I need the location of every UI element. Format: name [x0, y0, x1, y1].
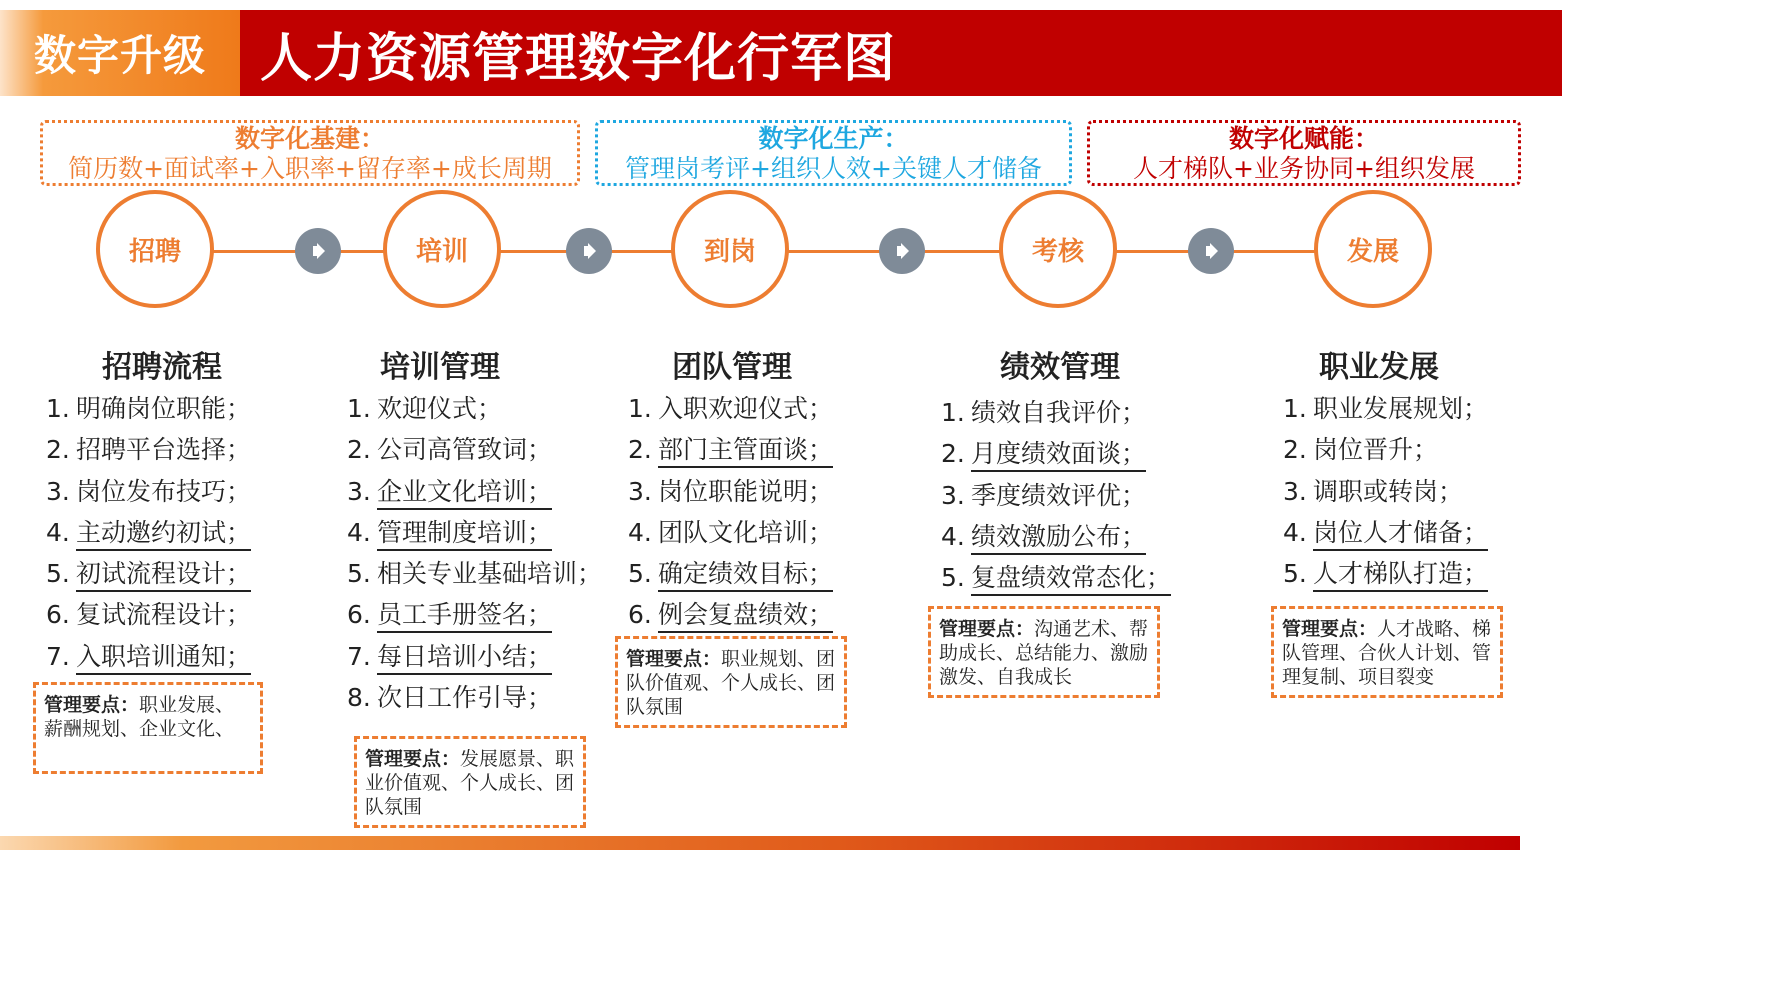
item-number: 3. [628, 476, 652, 506]
list-item [628, 512, 833, 553]
list-item [628, 388, 833, 429]
list-item [46, 512, 251, 553]
item-text: 明确岗位职能； [76, 394, 252, 423]
stage-box-production [595, 120, 1072, 186]
stage-box-empowerment [1087, 120, 1521, 186]
item-text: 岗位发布技巧； [76, 476, 252, 506]
item-text: 管理制度培训； [377, 517, 552, 551]
item-text: 岗位职能说明； [658, 476, 834, 506]
list-item [347, 388, 602, 429]
list-item [347, 512, 602, 553]
key-points-label: 管理要点： [939, 618, 1035, 640]
arrow-right-icon [566, 228, 612, 274]
header-tag [0, 10, 240, 96]
list-item [347, 471, 602, 512]
list-item [941, 516, 1171, 557]
stage-title: 数字化赋能： [1228, 124, 1379, 153]
item-number: 1. [941, 398, 965, 427]
item-text: 复试流程设计； [76, 600, 252, 630]
list-item [46, 553, 251, 594]
item-number: 7. [46, 641, 70, 671]
item-number: 5. [628, 559, 652, 589]
item-text: 每日培训小结； [377, 641, 552, 675]
item-number: 2. [347, 435, 371, 465]
item-number: 3. [941, 480, 965, 510]
item-number: 1. [347, 394, 371, 423]
item-number: 3. [347, 476, 371, 506]
item-number: 2. [1283, 435, 1307, 465]
flow-node-onboard [671, 190, 789, 308]
item-text: 绩效自我评价； [971, 398, 1147, 427]
key-points-label: 管理要点： [365, 748, 461, 770]
header-tag-text: 数字升级 [33, 31, 206, 80]
item-number: 4. [941, 521, 965, 551]
item-number: 4. [347, 517, 371, 547]
item-text: 季度绩效评优； [971, 480, 1147, 510]
item-text: 复盘绩效常态化； [971, 562, 1171, 596]
key-points-box [354, 736, 586, 828]
list-item [347, 636, 602, 677]
item-number: 2. [46, 435, 70, 465]
item-text: 月度绩效面谈； [971, 438, 1146, 472]
flow-node-label: 到岗 [703, 236, 756, 267]
item-number: 5. [347, 559, 371, 589]
list-item [941, 475, 1171, 516]
item-text: 人才梯队打造； [1313, 558, 1488, 592]
list-item [347, 677, 602, 718]
list-item [1283, 388, 1488, 429]
item-number: 5. [941, 563, 965, 593]
flow-node-label: 培训 [415, 236, 468, 267]
stage-title: 数字化基建： [234, 124, 385, 153]
column-title-team: 团队管理 [672, 350, 792, 385]
list-item [46, 471, 251, 512]
recruitment-list [46, 388, 251, 677]
key-points-label: 管理要点： [44, 694, 140, 716]
key-points-text: 职业规划、团队价值观、个人成长、团队氛围 [626, 648, 836, 718]
item-number: 8. [347, 683, 371, 713]
item-text: 次日工作引导； [377, 683, 553, 713]
item-number: 6. [46, 600, 70, 630]
item-number: 1. [46, 394, 70, 423]
item-text: 欢迎仪式； [377, 394, 503, 423]
item-text: 招聘平台选择； [76, 435, 252, 465]
performance-list [941, 392, 1171, 598]
arrow-right-icon [295, 228, 341, 274]
team-list [628, 388, 833, 636]
item-number: 4. [1283, 517, 1307, 547]
list-item [46, 594, 251, 635]
item-number: 7. [347, 641, 371, 671]
key-points-text: 职业发展、薪酬规划、企业文化、 [44, 694, 235, 740]
list-item [941, 557, 1171, 598]
flow-node-label: 招聘 [128, 236, 181, 267]
key-points-box [615, 636, 847, 728]
list-item [941, 392, 1171, 433]
key-points-text: 发展愿景、职业价值观、个人成长、团队氛围 [365, 748, 575, 818]
list-item [347, 594, 602, 635]
career-list [1283, 388, 1488, 594]
stage-desc: 人才梯队+业务协同+组织发展 [1133, 154, 1475, 183]
item-text: 入职培训通知； [76, 641, 251, 675]
key-points-box [1271, 606, 1503, 698]
item-number: 4. [46, 517, 70, 547]
item-number: 1. [628, 394, 652, 423]
list-item [941, 433, 1171, 474]
list-item [1283, 553, 1488, 594]
arrow-right-icon [879, 228, 925, 274]
list-item [628, 429, 833, 470]
key-points-text: 沟通艺术、帮助成长、总结能力、激励激发、自我成长 [939, 618, 1149, 688]
item-text: 企业文化培训； [377, 476, 552, 510]
item-number: 6. [347, 600, 371, 630]
list-item [1283, 512, 1488, 553]
key-points-label: 管理要点： [626, 648, 722, 670]
key-points-box [928, 606, 1160, 698]
item-number: 1. [1283, 394, 1307, 423]
item-text: 例会复盘绩效； [658, 599, 833, 633]
item-number: 2. [941, 439, 965, 469]
key-points-label: 管理要点： [1282, 618, 1378, 640]
footer-gradient-bar [0, 836, 1520, 850]
column-title-performance: 绩效管理 [1000, 350, 1120, 385]
list-item [628, 471, 833, 512]
item-text: 初试流程设计； [76, 558, 251, 592]
item-text: 岗位晋升； [1313, 435, 1439, 465]
list-item [347, 553, 602, 594]
stage-desc: 简历数+面试率+入职率+留存率+成长周期 [68, 154, 552, 183]
list-item [46, 636, 251, 677]
item-text: 确定绩效目标； [658, 558, 833, 592]
item-text: 主动邀约初试； [76, 517, 251, 551]
list-item [628, 553, 833, 594]
item-text: 入职欢迎仪式； [658, 394, 834, 423]
flow-node-label: 考核 [1031, 236, 1084, 267]
item-number: 5. [1283, 559, 1307, 589]
item-text: 公司高管致词； [377, 435, 553, 465]
column-title-recruitment: 招聘流程 [102, 350, 222, 385]
item-text: 员工手册签名； [377, 599, 552, 633]
stage-title: 数字化生产： [758, 124, 909, 153]
item-text: 相关专业基础培训； [377, 559, 603, 589]
item-text: 绩效激励公布； [971, 521, 1146, 555]
list-item [1283, 471, 1488, 512]
stage-desc: 管理岗考评+组织人效+关键人才储备 [625, 154, 1042, 183]
key-points-text: 人才战略、梯队管理、合伙人计划、管理复制、项目裂变 [1282, 618, 1492, 688]
list-item [46, 429, 251, 470]
item-number: 4. [628, 517, 652, 547]
training-list [347, 388, 602, 718]
header-title-bar [240, 10, 1562, 96]
stage-box-infrastructure [40, 120, 580, 186]
item-text: 调职或转岗； [1313, 476, 1464, 506]
item-text: 团队文化培训； [658, 517, 834, 547]
flow-node-assessment [999, 190, 1117, 308]
list-item [46, 388, 251, 429]
item-number: 6. [628, 600, 652, 630]
item-text: 岗位人才储备； [1313, 517, 1488, 551]
list-item [628, 594, 833, 635]
flow-node-training [383, 190, 501, 308]
column-title-career: 职业发展 [1319, 350, 1439, 385]
key-points-box [33, 682, 263, 774]
item-number: 3. [46, 476, 70, 506]
item-number: 5. [46, 559, 70, 589]
flow-node-development [1314, 190, 1432, 308]
item-text: 部门主管面谈； [658, 434, 833, 468]
item-number: 2. [628, 435, 652, 465]
item-text: 职业发展规划； [1313, 394, 1489, 423]
flow-node-recruit [96, 190, 214, 308]
page-title: 人力资源管理数字化行军图 [260, 28, 897, 89]
arrow-right-icon [1188, 228, 1234, 274]
flow-node-label: 发展 [1346, 236, 1399, 267]
list-item [1283, 429, 1488, 470]
column-title-training: 培训管理 [380, 350, 500, 385]
item-number: 3. [1283, 476, 1307, 506]
list-item [347, 429, 602, 470]
